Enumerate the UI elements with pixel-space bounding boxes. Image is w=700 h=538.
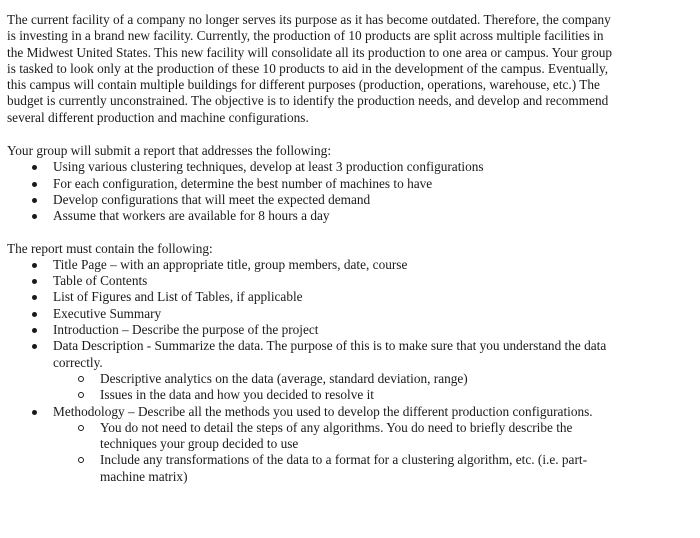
list-item-text: Table of Contents [53,273,148,289]
bullet-icon [32,263,37,268]
bullet-icon [32,214,37,219]
list-item-text: Executive Summary [53,305,162,321]
bullet-icon [32,182,37,187]
sublist [53,420,619,485]
bullet-icon [32,279,37,284]
intro-paragraph: The current facility of a company no longer serves its purpose as it has become outdated. Therefore, the company is investing in a brand new facility. Currently, the production of 10 products are split across multiple facilities in the Midwest United States. This new facility will consolidate all its production to one area or campus. Your group is tasked to look only at the production of these 10 products to aid in the development of the campus. Eventually, this campus will contain multiple buildings for different purposes (production, operations, warehouse, etc.) The budget is currently unconstrained. The objective is to identify the production needs, and develop and recommend several different production and machine configurations. [7,12,613,125]
sublist-item-text: Issues in the data and how you decided to resolve it [100,387,374,403]
list-item [7,404,619,485]
list-item-text: Assume that workers are available for 8 hours a day [53,208,330,224]
report-requirements-lead: Your group will submit a report that addresses the following: [7,143,332,159]
list-item [7,257,619,273]
list-item-text: Develop configurations that will meet the expected demand [53,191,371,207]
sublist-item [53,420,619,453]
sublist-item [53,452,619,485]
list-item [7,208,619,224]
report-contents-list [7,257,619,485]
bullet-icon [32,328,37,333]
list-item [7,176,619,192]
sublist-item [53,371,619,387]
list-item [7,273,619,289]
bullet-icon [32,295,37,300]
list-item-text: Using various clustering techniques, develop at least 3 production configurations [53,159,484,175]
list-item [7,338,619,403]
sublist-item-text: Include any transformations of the data to a format for a clustering algorithm, etc. (i.e. part-machine matrix) [100,452,588,484]
list-item [7,322,619,338]
document-body [7,12,619,485]
list-item [7,159,619,175]
list-item-text: Methodology – Describe all the methods you used to develop the different production configurations. [53,403,593,419]
list-item-text: List of Figures and List of Tables, if applicable [53,289,303,305]
sublist-item-text: You do not need to detail the steps of any algorithms. You do need to briefly describe the techniques your group decided to use [100,419,573,452]
list-item [7,289,619,305]
list-item [7,306,619,322]
bullet-icon [32,312,37,317]
list-item-text: For each configuration, determine the best number of machines to have [53,175,433,191]
bullet-icon [32,344,37,349]
sublist-item [53,387,619,403]
hollow-bullet-icon [78,376,84,382]
hollow-bullet-icon [78,425,84,431]
list-item-text: Title Page – with an appropriate title, group members, date, course [53,256,408,272]
hollow-bullet-icon [78,457,84,463]
sublist-item-text: Descriptive analytics on the data (average, standard deviation, range) [100,370,468,386]
list-item [7,192,619,208]
bullet-icon [32,198,37,203]
hollow-bullet-icon [78,392,84,398]
bullet-icon [32,165,37,170]
report-contents-lead: The report must contain the following: [7,240,213,256]
list-item-text: Introduction – Describe the purpose of the project [53,322,319,338]
bullet-icon [32,410,37,415]
report-requirements-list [7,159,619,224]
sublist [53,371,619,404]
list-item-text: Data Description - Summarize the data. The purpose of this is to make sure that you understand the data correctly. [53,338,607,370]
